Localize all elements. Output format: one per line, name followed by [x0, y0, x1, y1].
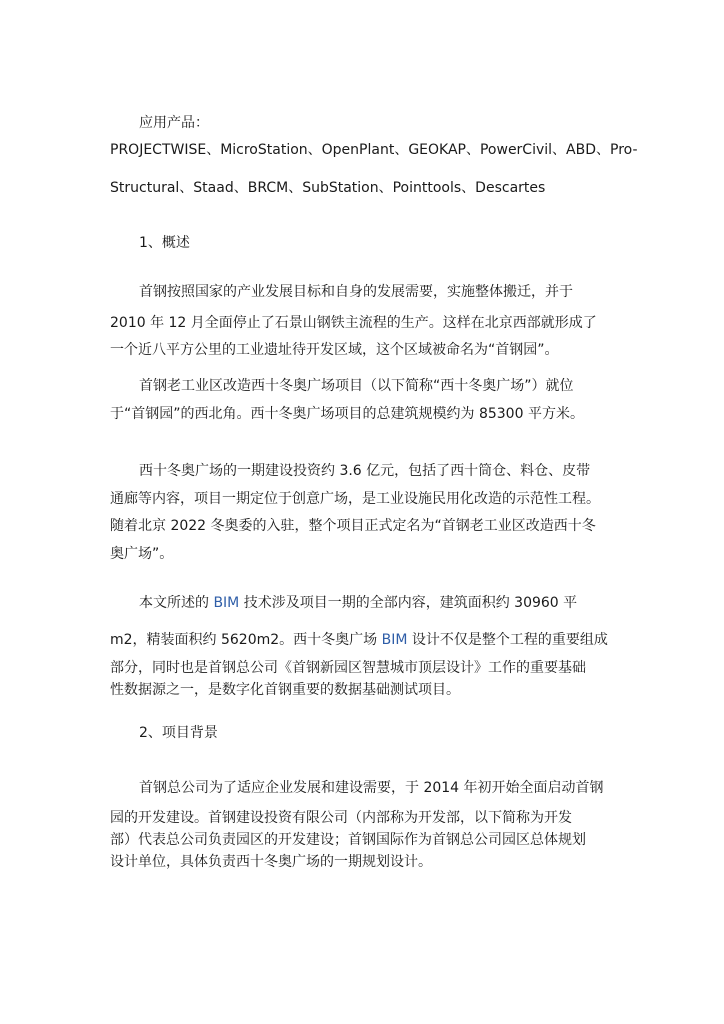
products-line-1: PROJECTWISE、MicroStation、OpenPlant、GEOKAP、PowerCivil、ABD、Pro-: [110, 142, 638, 158]
section-1-heading: 1、概述: [139, 235, 190, 251]
paragraph-3-line-3: 随着北京 2022 冬奥委的入驻，整个项目正式定名为“首钢老工业区改造西十冬: [110, 518, 596, 534]
paragraph-4-line-4: 性数据源之一，是数字化首钢重要的数据基础测试项目。: [110, 682, 460, 698]
paragraph-2-line-2: 于“首钢园”的西北角。西十冬奥广场项目的总建筑规模约为 85300 平方米。: [110, 406, 584, 422]
paragraph-4-line-3: 部分，同时也是首钢总公司《首钢新园区智慧城市顶层设计》工作的重要基础: [110, 660, 586, 676]
products-heading: 应用产品：: [139, 115, 209, 131]
paragraph-5-line-2: 园的开发建设。首钢建设投资有限公司（内部称为开发部，以下简称为开发: [110, 810, 572, 826]
paragraph-5-line-3: 部）代表总公司负责园区的开发建设；首钢国际作为首钢总公司园区总体规划: [110, 832, 586, 848]
bim-link[interactable]: BIM: [213, 595, 240, 611]
text-segment: m2，精装面积约 5620m2。西十冬奥广场: [110, 632, 382, 648]
paragraph-1-line-2: 2010 年 12 月全面停止了石景山钢铁主流程的生产。这样在北京西部就形成了: [110, 315, 597, 331]
text-segment: 本文所述的: [139, 595, 214, 611]
paragraph-5-line-4: 设计单位，具体负责西十冬奥广场的一期规划设计。: [110, 854, 432, 870]
text-segment: 设计不仅是整个工程的重要组成: [407, 632, 608, 648]
paragraph-1-line-1: 首钢按照国家的产业发展目标和自身的发展需要，实施整体搬迁，并于: [139, 284, 573, 300]
paragraph-3-line-1: 西十冬奥广场的一期建设投资约 3.6 亿元，包括了西十筒仓、料仓、皮带: [139, 463, 591, 479]
paragraph-4-line-2: [110, 630, 608, 650]
paragraph-4-line-1: [139, 593, 577, 613]
paragraph-3-line-2: 通廊等内容，项目一期定位于创意广场，是工业设施民用化改造的示范性工程。: [110, 491, 600, 507]
text-segment: 技术涉及项目一期的全部内容，建筑面积约 30960 平: [239, 595, 578, 611]
paragraph-5-line-1: 首钢总公司为了适应企业发展和建设需要，于 2014 年初开始全面启动首钢: [139, 780, 604, 796]
bim-link[interactable]: BIM: [381, 632, 408, 648]
paragraph-3-line-4: 奥广场”。: [110, 546, 174, 562]
paragraph-2-line-1: 首钢老工业区改造西十冬奥广场项目（以下简称“西十冬奥广场”）就位: [139, 378, 574, 394]
paragraph-1-line-3: 一个近八平方公里的工业遗址待开发区域，这个区域被命名为“首钢园”。: [110, 342, 559, 358]
section-2-heading: 2、项目背景: [139, 725, 218, 741]
products-line-2: Structural、Staad、BRCM、SubStation、Pointtools、Descartes: [110, 180, 546, 196]
